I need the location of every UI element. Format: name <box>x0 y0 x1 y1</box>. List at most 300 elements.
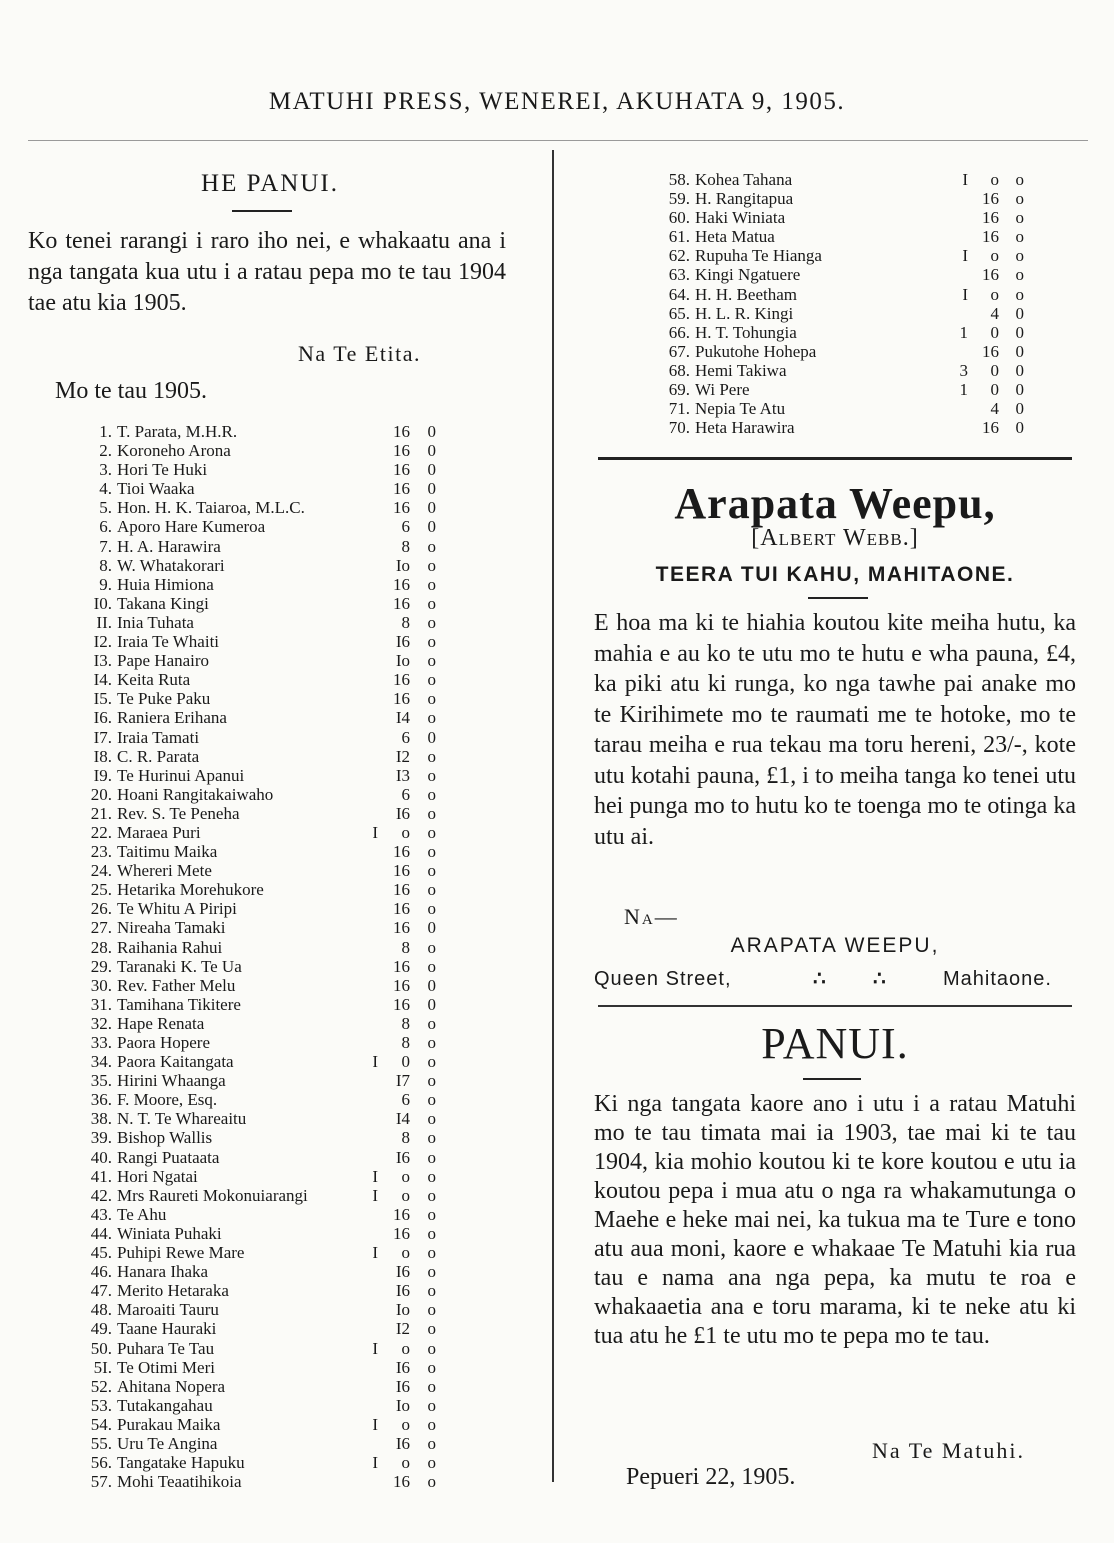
subscriber-name: Mrs Raureti Mokonuiarangi <box>117 1185 308 1205</box>
subscriber-number: 57. <box>90 1472 112 1492</box>
subscriber-name: Aporo Hare Kumeroa <box>117 517 266 537</box>
amount-pence: 0 <box>1015 303 1024 323</box>
amount-shillings: 8 <box>401 612 410 632</box>
amount-pence: o <box>427 937 436 957</box>
subscriber-list-right <box>638 170 1058 437</box>
subscriber-name: N. T. Te Whareaitu <box>117 1109 247 1129</box>
subscriber-row <box>60 766 460 785</box>
subscriber-row <box>60 1128 460 1147</box>
subscriber-name: Taranaki K. Te Ua <box>117 956 242 976</box>
subscriber-name: Mohi Teaatihikoia <box>117 1472 242 1492</box>
amount-shillings: 0 <box>990 360 999 380</box>
amount-pence: o <box>427 536 436 556</box>
subscriber-name: Nireaha Tamaki <box>117 918 226 938</box>
subscriber-row <box>60 880 460 899</box>
subscriber-name: Heta Matua <box>695 227 775 247</box>
subscriber-number: 26. <box>90 899 112 919</box>
subscriber-row <box>60 1148 460 1167</box>
subscriber-name: Te Hurinui Apanui <box>117 765 245 785</box>
amount-pence: o <box>427 1147 436 1167</box>
subscriber-name: Wi Pere <box>695 380 750 400</box>
amount-shillings: Io <box>395 651 410 671</box>
subscriber-name: Tangatake Hapuku <box>117 1453 245 1473</box>
subscriber-row <box>638 380 1058 399</box>
amount-shillings: I6 <box>395 803 410 823</box>
amount-pounds: I <box>372 1052 378 1072</box>
amount-shillings: o <box>990 246 999 266</box>
subscriber-number: 23. <box>90 842 112 862</box>
amount-pence: o <box>427 746 436 766</box>
advert-rule <box>808 597 868 599</box>
advert-name: ARAPATA WEEPU, <box>730 934 940 957</box>
subscriber-row <box>60 708 460 727</box>
subscriber-name: Hon. H. K. Taiaroa, M.L.C. <box>117 498 305 518</box>
subscriber-name: Bishop Wallis <box>117 1128 213 1148</box>
panui-body: Ki nga tangata kaore ano i utu i a ratau Matuhi mo te tau timata mai ia 1903, tae mai ki te tau 1904, kia mohio koutou ki te kore koutou e utu ia koutou pepa i mua atu o nga ra whakamutunga o Maehe e heke mai nei, ka tukua ma te Ture e tono atu aua moni, kaore e whakaae Te Matuhi kia rua tau e nama ana nga pepa, ka mutu te roa e whakaaetia ana e toru marama, ki te neke atu ki tua atu he £1 te utu mo te pepa mo te tau. <box>594 1091 1076 1349</box>
subscriber-number: 2. <box>99 441 112 461</box>
subscriber-number: 8. <box>99 555 112 575</box>
subscriber-row <box>60 460 460 479</box>
amount-pence: o <box>427 842 436 862</box>
subscriber-row <box>60 1453 460 1472</box>
subscriber-row <box>638 399 1058 418</box>
subscriber-row <box>60 1186 460 1205</box>
subscriber-number: 9. <box>99 574 112 594</box>
amount-shillings: 8 <box>401 937 410 957</box>
subscriber-row <box>60 1033 460 1052</box>
subscriber-name: H. T. Tohungia <box>695 322 797 342</box>
subscriber-name: Puhara Te Tau <box>117 1338 215 1358</box>
amount-shillings: 16 <box>393 842 410 862</box>
amount-pence: o <box>427 670 436 690</box>
subscriber-number: 59. <box>668 189 690 209</box>
amount-shillings: o <box>401 822 410 842</box>
subscriber-name: H. L. R. Kingi <box>695 303 794 323</box>
amount-pence: o <box>427 1319 436 1339</box>
subscriber-name: Kingi Ngatuere <box>695 265 801 285</box>
subscriber-row <box>60 1262 460 1281</box>
amount-shillings: 16 <box>393 593 410 613</box>
subscriber-number: 3. <box>99 460 112 480</box>
subscriber-name: Hetarika Morehukore <box>117 880 264 900</box>
amount-pence: o <box>427 1090 436 1110</box>
subscriber-name: Tamihana Tikitere <box>117 994 241 1014</box>
panui-date: Pepueri 22, 1905. <box>626 1464 796 1490</box>
notice-title: HE PANUI. <box>201 170 339 197</box>
subscriber-number: 29. <box>90 956 112 976</box>
subscriber-number: 62. <box>668 246 690 266</box>
amount-shillings: 16 <box>393 689 410 709</box>
amount-shillings: I2 <box>395 746 410 766</box>
amount-pence: o <box>427 1128 436 1148</box>
advert-title: Arapata Weepu, <box>674 479 996 528</box>
advert-city: Mahitaone. <box>943 968 1052 990</box>
subscriber-row <box>638 189 1058 208</box>
subscriber-row <box>638 227 1058 246</box>
amount-shillings: 16 <box>982 265 999 285</box>
amount-shillings: 16 <box>393 975 410 995</box>
subscriber-row <box>638 361 1058 380</box>
subscriber-row <box>60 1434 460 1453</box>
subscriber-number: 30. <box>90 975 112 995</box>
amount-shillings: I6 <box>395 1281 410 1301</box>
list-end-rule <box>598 457 1072 460</box>
subscriber-name: Heta Harawira <box>695 418 795 438</box>
subscriber-number: 1. <box>99 422 112 441</box>
subscriber-row <box>60 728 460 747</box>
amount-pence: 0 <box>427 994 436 1014</box>
subscriber-name: Maraea Puri <box>117 822 201 842</box>
amount-pence: o <box>427 1166 436 1186</box>
subscriber-number: 60. <box>668 208 690 228</box>
subscriber-name: Tutakangahau <box>117 1395 213 1415</box>
amount-shillings: o <box>401 1243 410 1263</box>
subscriber-row <box>60 632 460 651</box>
advert-street: Queen Street, <box>594 968 732 990</box>
advert-end-rule <box>598 1005 1072 1007</box>
subscriber-row <box>638 208 1058 227</box>
amount-shillings: o <box>990 170 999 189</box>
subscriber-name: Ahitana Nopera <box>117 1376 226 1396</box>
amount-shillings: 0 <box>990 380 999 400</box>
subscriber-row <box>60 1396 460 1415</box>
subscriber-row <box>60 1377 460 1396</box>
advert-na: Na— <box>624 904 679 929</box>
subscriber-name: Inia Tuhata <box>117 612 194 632</box>
subscriber-row <box>60 938 460 957</box>
subscriber-number: I3. <box>93 651 112 671</box>
amount-shillings: 4 <box>990 303 999 323</box>
amount-pence: o <box>427 1109 436 1129</box>
amount-shillings: 16 <box>393 956 410 976</box>
amount-shillings: 8 <box>401 536 410 556</box>
subscriber-name: Paora Kaitangata <box>117 1052 234 1072</box>
subscriber-name: Huia Himiona <box>117 574 214 594</box>
subscriber-number: 63. <box>668 265 690 285</box>
subscriber-number: 4. <box>99 479 112 499</box>
notice-title-rule <box>232 210 292 212</box>
amount-pence: 0 <box>427 460 436 480</box>
amount-pence: 0 <box>1015 380 1024 400</box>
subscriber-name: C. R. Parata <box>117 746 200 766</box>
subscriber-name: Iraia Tamati <box>117 727 200 747</box>
notice-subheading: Mo te tau 1905. <box>55 378 207 404</box>
subscriber-row <box>60 1205 460 1224</box>
amount-pence: o <box>427 708 436 728</box>
subscriber-row <box>638 285 1058 304</box>
column-divider <box>552 150 554 1482</box>
subscriber-name: Hape Renata <box>117 1013 205 1033</box>
amount-pence: o <box>427 651 436 671</box>
subscriber-number: 64. <box>668 284 690 304</box>
amount-shillings: 16 <box>393 1204 410 1224</box>
subscriber-row <box>60 861 460 880</box>
subscriber-name: Maroaiti Tauru <box>117 1300 219 1320</box>
amount-pence: o <box>427 1033 436 1052</box>
amount-pence: o <box>1015 246 1024 266</box>
subscriber-number: 5. <box>99 498 112 518</box>
amount-pounds: I <box>372 822 378 842</box>
amount-shillings: I6 <box>395 632 410 652</box>
subscriber-name: Haki Winiata <box>695 208 786 228</box>
subscriber-name: Hoani Rangitakaiwaho <box>117 784 274 804</box>
amount-pence: o <box>427 1453 436 1473</box>
advert-body: E hoa ma ki te hiahia koutou kite meiha hutu, ka mahia e au ko te utu mo te hutu e wha pauna, £4, ka piki atu ki runga, ko nga tawhe pai anake mo te Kirihimete mo te raumati me te hotoke, mo te tarau meiha e rua tekau ma toru hereni, 23/-, kote utu kotahi pauna, £1, i to meiha tanga ko tenei utu hei punga mo to hutu ko te toenga mo te otinga ka utu ai. <box>594 610 1076 850</box>
subscriber-row <box>60 670 460 689</box>
subscriber-row <box>60 823 460 842</box>
amount-shillings: 16 <box>393 441 410 461</box>
subscriber-number: 69. <box>668 380 690 400</box>
amount-pence: o <box>1015 189 1024 209</box>
subscriber-name: Hemi Takiwa <box>695 360 787 380</box>
amount-shillings: I6 <box>395 1433 410 1453</box>
amount-pence: 0 <box>1015 341 1024 361</box>
amount-shillings: I6 <box>395 1147 410 1167</box>
amount-pounds: I <box>372 1338 378 1358</box>
subscriber-row <box>60 422 460 441</box>
subscriber-name: Puhipi Rewe Mare <box>117 1243 245 1263</box>
subscriber-number: 7. <box>99 536 112 556</box>
amount-pence: o <box>427 1052 436 1072</box>
amount-shillings: 4 <box>990 399 999 419</box>
subscriber-row <box>60 1071 460 1090</box>
amount-pence: 0 <box>1015 360 1024 380</box>
subscriber-row <box>60 804 460 823</box>
subscriber-name: Raihania Rahui <box>117 937 223 957</box>
notice-signature: Na Te Etita. <box>298 341 421 366</box>
subscriber-number: I0. <box>93 593 112 613</box>
subscriber-number: I9. <box>93 765 112 785</box>
subscriber-row <box>60 1339 460 1358</box>
subscriber-row <box>638 246 1058 265</box>
amount-pence: o <box>427 1433 436 1453</box>
subscriber-number: 21. <box>90 803 112 823</box>
amount-shillings: 16 <box>982 208 999 228</box>
subscriber-name: Pape Hanairo <box>117 651 210 671</box>
amount-shillings: 16 <box>982 189 999 209</box>
amount-pounds: 1 <box>959 322 968 342</box>
amount-pence: o <box>427 1376 436 1396</box>
subscriber-name: Kohea Tahana <box>695 170 793 189</box>
subscriber-name: Paora Hopere <box>117 1033 210 1052</box>
subscriber-row <box>60 575 460 594</box>
subscriber-number: 39. <box>90 1128 112 1148</box>
subscriber-number: 71. <box>668 399 690 419</box>
subscriber-name: Uru Te Angina <box>117 1433 218 1453</box>
amount-pounds: I <box>372 1243 378 1263</box>
advert-trade: TEERA TUI KAHU, MAHITAONE. <box>655 563 1015 586</box>
amount-shillings: Io <box>395 1395 410 1415</box>
subscriber-number: 41. <box>90 1166 112 1186</box>
amount-shillings: 16 <box>393 479 410 499</box>
subscriber-name: Hirini Whaanga <box>117 1071 226 1091</box>
subscriber-name: Raniera Erihana <box>117 708 227 728</box>
amount-shillings: I6 <box>395 1357 410 1377</box>
subscriber-row <box>60 556 460 575</box>
subscriber-number: 6. <box>99 517 112 537</box>
subscriber-name: F. Moore, Esq. <box>117 1090 218 1110</box>
amount-pence: o <box>427 1243 436 1263</box>
subscriber-number: 49. <box>90 1319 112 1339</box>
amount-pence: o <box>427 861 436 881</box>
subscriber-number: 46. <box>90 1262 112 1282</box>
amount-pence: o <box>427 574 436 594</box>
subscriber-name: Rev. S. Te Peneha <box>117 803 240 823</box>
amount-pounds: I <box>372 1166 378 1186</box>
subscriber-number: 25. <box>90 880 112 900</box>
amount-shillings: 8 <box>401 1013 410 1033</box>
subscriber-row <box>60 537 460 556</box>
subscriber-row <box>60 747 460 766</box>
amount-pence: o <box>427 1395 436 1415</box>
amount-shillings: I3 <box>395 765 410 785</box>
subscriber-number: 56. <box>90 1453 112 1473</box>
subscriber-name: H. A. Harawira <box>117 536 221 556</box>
amount-pence: o <box>427 803 436 823</box>
subscriber-number: 55. <box>90 1433 112 1453</box>
amount-shillings: 16 <box>982 418 999 438</box>
amount-shillings: I7 <box>395 1071 410 1091</box>
subscriber-number: 24. <box>90 861 112 881</box>
subscriber-number: 5I. <box>93 1357 112 1377</box>
subscriber-number: 58. <box>668 170 690 189</box>
amount-pounds: I <box>372 1414 378 1434</box>
amount-pence: 0 <box>427 727 436 747</box>
subscriber-row <box>60 976 460 995</box>
subscriber-name: Koroneho Arona <box>117 441 231 461</box>
amount-shillings: o <box>990 284 999 304</box>
amount-shillings: 16 <box>393 1472 410 1492</box>
subscriber-number: 35. <box>90 1071 112 1091</box>
amount-shillings: 16 <box>393 861 410 881</box>
subscriber-number: 36. <box>90 1090 112 1110</box>
subscriber-number: 44. <box>90 1223 112 1243</box>
subscriber-number: 32. <box>90 1013 112 1033</box>
amount-pence: o <box>427 1185 436 1205</box>
subscriber-row <box>60 1167 460 1186</box>
amount-pounds: 1 <box>959 380 968 400</box>
amount-pence: o <box>427 765 436 785</box>
amount-shillings: I6 <box>395 1376 410 1396</box>
subscriber-row <box>60 613 460 632</box>
amount-shillings: o <box>401 1185 410 1205</box>
amount-pence: o <box>1015 265 1024 285</box>
subscriber-name: Winiata Puhaki <box>117 1223 222 1243</box>
subscriber-row <box>60 441 460 460</box>
subscriber-number: 50. <box>90 1338 112 1358</box>
amount-shillings: I6 <box>395 1262 410 1282</box>
subscriber-row <box>60 517 460 536</box>
amount-shillings: 16 <box>393 422 410 441</box>
amount-pounds: I <box>962 170 968 189</box>
subscriber-row <box>60 1224 460 1243</box>
amount-pence: o <box>427 1300 436 1320</box>
amount-pence: o <box>427 1262 436 1282</box>
subscriber-row <box>60 1109 460 1128</box>
amount-pence: o <box>427 1223 436 1243</box>
subscriber-number: I4. <box>93 670 112 690</box>
amount-pence: 0 <box>1015 322 1024 342</box>
subscriber-name: Iraia Te Whaiti <box>117 632 220 652</box>
subscriber-number: 42. <box>90 1185 112 1205</box>
amount-pence: o <box>427 612 436 632</box>
amount-shillings: 16 <box>393 670 410 690</box>
advert-divider-1: ∴ <box>813 968 826 990</box>
subscriber-row <box>60 1281 460 1300</box>
amount-shillings: I2 <box>395 1319 410 1339</box>
subscriber-row <box>60 1415 460 1434</box>
subscriber-name: Rev. Father Melu <box>117 975 236 995</box>
subscriber-row <box>638 170 1058 189</box>
subscriber-row <box>60 479 460 498</box>
subscriber-number: I5. <box>93 689 112 709</box>
amount-shillings: 16 <box>393 899 410 919</box>
amount-shillings: 0 <box>401 1052 410 1072</box>
amount-shillings: o <box>401 1414 410 1434</box>
subscriber-row <box>60 498 460 517</box>
subscriber-name: Te Whitu A Piripi <box>117 899 237 919</box>
amount-pounds: 3 <box>959 360 968 380</box>
subscriber-number: 53. <box>90 1395 112 1415</box>
notice-intro: Ko tenei rarangi i raro iho nei, e whakaatu ana i nga tangata kua utu i a ratau pepa mo te tau 1904 tae atu kia 1905. <box>28 228 506 316</box>
subscriber-number: I7. <box>93 727 112 747</box>
amount-pence: o <box>427 822 436 842</box>
subscriber-number: 43. <box>90 1204 112 1224</box>
subscriber-number: 67. <box>668 341 690 361</box>
subscriber-name: Te Ahu <box>117 1204 167 1224</box>
subscriber-number: I8. <box>93 746 112 766</box>
amount-pence: 0 <box>427 479 436 499</box>
subscriber-number: 68. <box>668 360 690 380</box>
masthead: MATUHI PRESS, WENEREI, AKUHATA 9, 1905. <box>268 88 846 115</box>
subscriber-name: H. H. Beetham <box>695 284 797 304</box>
amount-pence: o <box>427 1414 436 1434</box>
subscriber-name: Rangi Puataata <box>117 1147 220 1167</box>
subscriber-name: Rupuha Te Hianga <box>695 246 822 266</box>
subscriber-name: Pukutohe Hohepa <box>695 341 817 361</box>
subscriber-row <box>638 418 1058 437</box>
amount-shillings: 16 <box>393 460 410 480</box>
subscriber-name: Nepia Te Atu <box>695 399 786 419</box>
amount-pence: o <box>427 1071 436 1091</box>
amount-pounds: I <box>372 1453 378 1473</box>
amount-pence: 0 <box>427 441 436 461</box>
subscriber-row <box>60 1014 460 1033</box>
amount-shillings: 6 <box>401 727 410 747</box>
amount-shillings: I4 <box>395 708 410 728</box>
panui-title: PANUI. <box>761 1019 909 1068</box>
amount-pence: o <box>427 1013 436 1033</box>
subscriber-number: 38. <box>90 1109 112 1129</box>
amount-pence: o <box>427 632 436 652</box>
amount-shillings: 16 <box>393 498 410 518</box>
amount-pence: 0 <box>427 918 436 938</box>
amount-shillings: 8 <box>401 1033 410 1052</box>
subscriber-list-left <box>60 422 460 1491</box>
subscriber-number: 34. <box>90 1052 112 1072</box>
subscriber-number: 27. <box>90 918 112 938</box>
masthead-rule <box>28 140 1088 141</box>
subscriber-name: Te Puke Paku <box>117 689 211 709</box>
subscriber-row <box>638 323 1058 342</box>
subscriber-number: 65. <box>668 303 690 323</box>
amount-pence: 0 <box>427 422 436 441</box>
amount-shillings: 16 <box>393 1223 410 1243</box>
subscriber-name: Merito Hetaraka <box>117 1281 229 1301</box>
amount-pounds: I <box>962 284 968 304</box>
subscriber-number: 20. <box>90 784 112 804</box>
amount-shillings: I4 <box>395 1109 410 1129</box>
